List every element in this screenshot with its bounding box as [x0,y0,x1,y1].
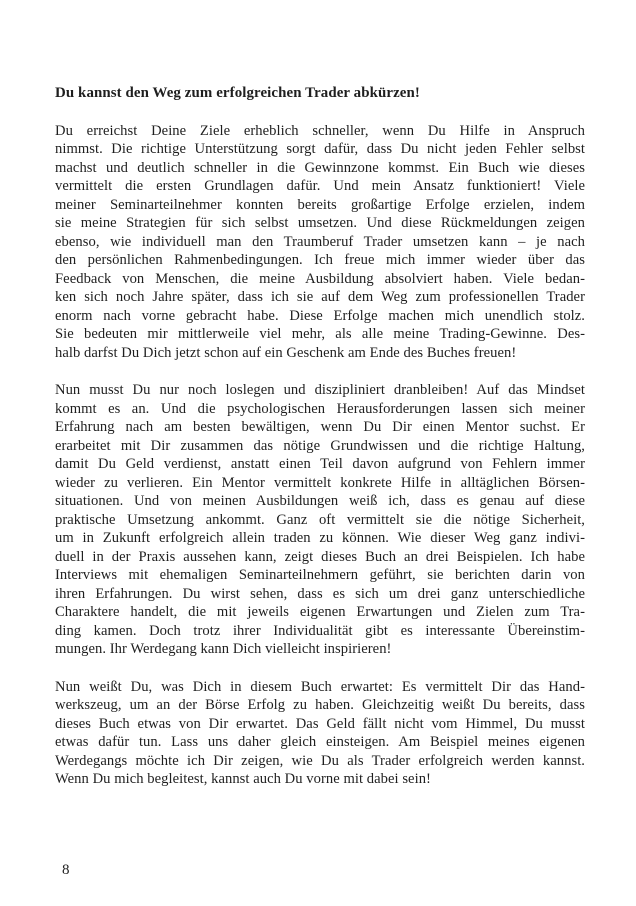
text-line: Nun weißt Du, was Dich in diesem Buch erwartet: Es vermittelt Dir das Hand- [55,678,585,695]
text-line: nimmst. Die richtige Unterstützung sorgt dafür, dass Du nicht jeden Fehler selbst [55,141,585,157]
text-line: ding kamen. Doch trotz ihrer Individualität gibt es interessante Übereinstim- [55,622,585,639]
text-line: Wenn Du mich begleitest, kannst auch Du vorne mit dabei sein! [55,771,431,787]
text-line: Charaktere handelt, die mit jeweils eigenen Erwartungen und Zielen zum Tra- [55,604,585,620]
text-line: erarbeitet mit Dir zusammen das nötige Grundwissen und die richtige Haltung, [55,437,585,454]
text-line: Erfahrung nach am besten bewältigen, wenn Du Dir einen Mentor suchst. Er [55,419,585,435]
page-heading: Du kannst den Weg zum erfolgreichen Trader abkürzen! [55,85,420,101]
text-line: Du erreichst Deine Ziele erheblich schneller, wenn Du Hilfe in Anspruch [55,122,585,139]
text-line: den persönlichen Rahmenbedingungen. Ich freue mich immer wieder über das [55,252,585,268]
page-content [55,84,585,789]
text-line: um in Zukunft erfolgreich allein traden zu können. Wie dieser Weg ganz indivi- [55,530,585,546]
text-line: halb darfst Du Dich jetzt schon auf ein Geschenk am Ende des Buches freuen! [55,344,517,361]
text-line: duell in der Praxis aussehen kann, zeigt dieses Buch an drei Beispielen. Ich habe [55,548,585,565]
text-line: enorm nach vorne gebracht habe. Diese Erfolge machen mich unendlich stolz. [55,307,585,324]
text-line: Feedback von Menschen, die meine Ausbildung absolviert haben. Viele bedan- [55,270,585,287]
paragraph [55,678,585,789]
text-line: kommt es an. Und die psychologischen Herausforderungen lassen sich meiner [55,400,585,417]
text-line: praktische Umsetzung ankommt. Ganz oft vermittelt sie die nötige Sicherheit, [55,511,585,528]
text-line: meiner Seminarteilnehmer konnten bereits großartige Erfolge erzielen, indem [55,196,585,213]
text-line: machst und deutlich schneller in die Gewinnzone kommst. Ein Buch wie dieses [55,159,585,176]
text-line: dieses Buch etwas von Dir erwartet. Das Geld fällt nicht vom Himmel, Du musst [55,715,585,732]
text-line: etwas dafür tun. Lass uns daher gleich einsteigen. Am Beispiel meines eigenen [55,734,585,750]
body-text [55,122,585,789]
paragraph [55,381,585,659]
text-line: Interviews mit ehemaligen Seminarteilnehmern geführt, sie berichten darin von [55,567,585,583]
text-line: Sie bedeuten mir mittlerweile viel mehr, als alle meine Trading-Gewinne. Des- [55,326,585,342]
text-line: Werdegangs möchte ich Dir zeigen, wie Du als Trader erfolgreich werden kannst. [55,752,585,769]
text-line: ebenso, wie individuell man den Traumberuf Trader umsetzen kann – je nach [55,233,585,250]
page-number: 8 [62,862,70,878]
text-line: Nun musst Du nur noch loslegen und diszipliniert dranbleiben! Auf das Mindset [55,382,585,398]
text-line: situationen. Und von meinen Ausbildungen weiß ich, dass es genau auf diese [55,493,585,509]
text-line: damit Du Geld verdienst, anstatt einen Teil davon aufgrund von Fehlern immer [55,456,585,472]
paragraph [55,122,585,363]
text-line: ken sich noch Jahre später, dass ich sie auf dem Weg zum professionellen Trader [55,289,585,305]
text-line: wieder zu verlieren. Ein Mentor vermittelt konkrete Hilfe in alltäglichen Börsen- [55,474,585,491]
text-line: sie meine Strategien für sich selbst umsetzen. Und diese Rückmeldungen zeigen [55,215,585,231]
text-line: vermittelt die ersten Grundlagen dafür. Und mein Ansatz funktioniert! Viele [55,178,585,194]
text-line: werkszeug, um an der Börse Erfolg zu haben. Gleichzeitig weißt Du bereits, dass [55,697,585,713]
text-line: ihren Erfahrungen. Du wirst sehen, dass es sich um drei ganz unterschiedliche [55,585,585,602]
text-line: mungen. Ihr Werdegang kann Dich vielleicht inspirieren! [55,641,392,657]
